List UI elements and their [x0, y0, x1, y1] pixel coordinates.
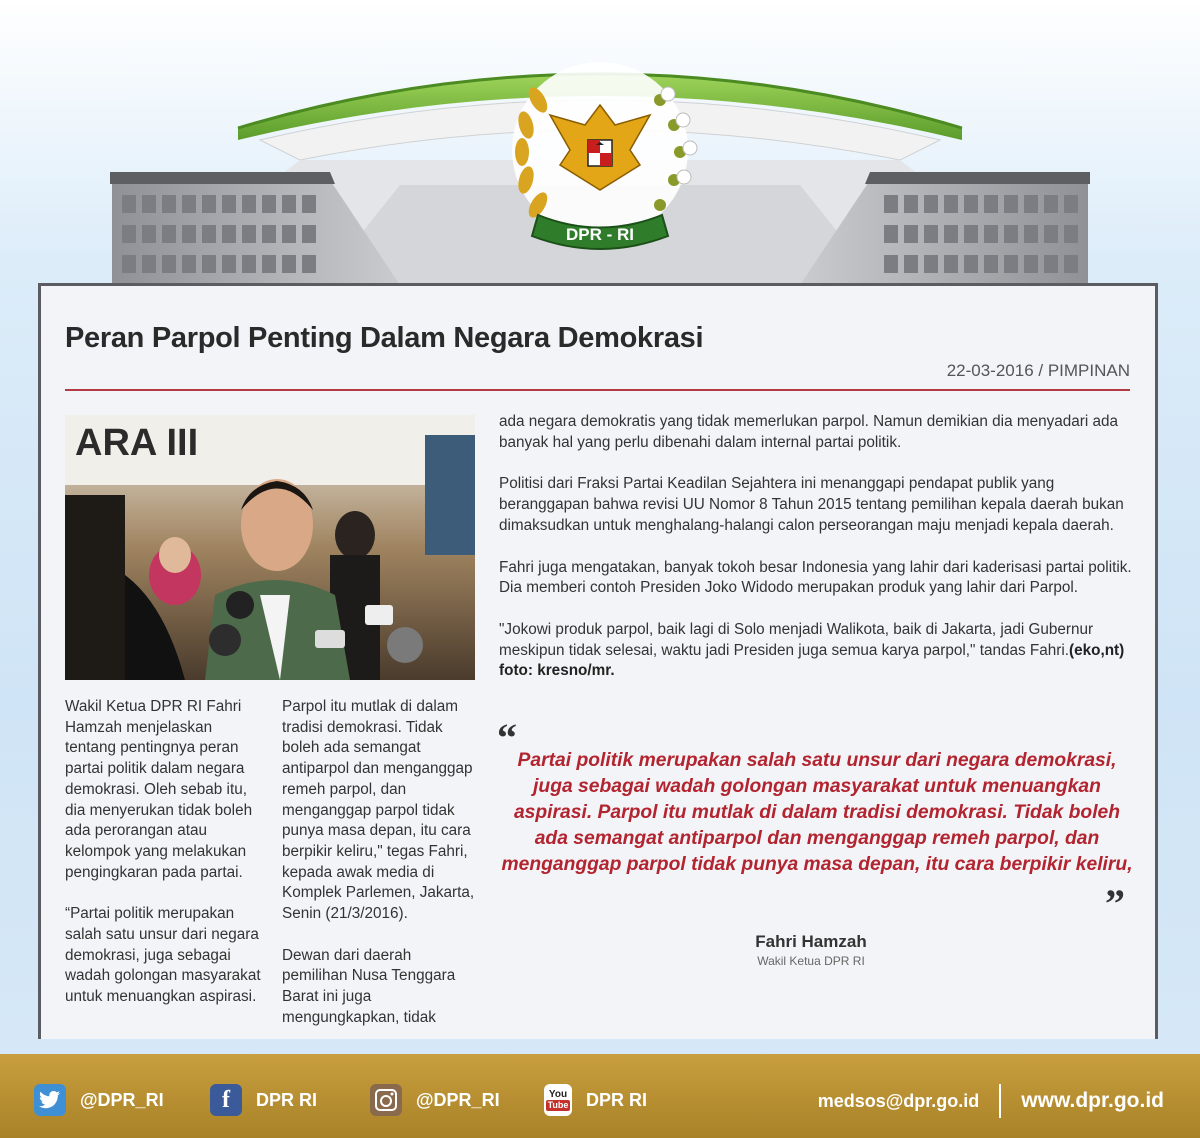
website-link[interactable]: www.dpr.go.id	[1021, 1089, 1164, 1112]
body-paragraph: Parpol itu mutlak di dalam tradisi demokrasi. Tidak boleh ada semangat antiparpol dan menganggap remeh parpol, dan menganggap parpol tidak punya masa depan, itu cara berpikir keliru," tegas Fahri, kepada awak media di Komplek Parlemen, Jakarta, Senin (21/3/2016).	[282, 698, 475, 923]
author-role: Wakil Ketua DPR RI	[757, 954, 865, 968]
instagram-handle: @DPR_RI	[416, 1089, 500, 1110]
article-meta: 22-03-2016 / PIMPINAN	[946, 361, 1130, 380]
youtube-icon	[544, 1084, 572, 1116]
twitter-link[interactable]	[34, 1084, 164, 1116]
photo-credit: foto: kresno/mr.	[499, 662, 615, 680]
instagram-link[interactable]	[370, 1084, 500, 1116]
emblem-text: DPR - RI	[566, 225, 634, 244]
footer-divider	[999, 1084, 1001, 1118]
body-paragraph: Dewan dari daerah pemilihan Nusa Tenggara Barat ini juga mengungkapkan, tidak	[282, 946, 456, 1026]
body-column-2	[282, 697, 478, 1050]
author-name: Fahri Hamzah	[755, 932, 867, 951]
twitter-icon	[34, 1084, 66, 1116]
body-paragraph: Fahri juga mengatakan, banyak tokoh besar Indonesia yang lahir dari kaderisasi partai politik. Dia memberi contoh Presiden Joko Widodo merupakan produk yang lahir dari Parpol.	[499, 558, 1132, 597]
closing-quote-text: "Jokowi produk parpol, baik lagi di Solo menjadi Walikota, baik di Jakarta, jadi Gubernur meskipun tidak selesai, waktu jadi Presiden juga semua karya parpol," tandas Fahri.	[499, 620, 1094, 659]
facebook-link[interactable]	[210, 1084, 317, 1116]
body-paragraph: “Partai politik merupakan salah satu unsur dari negara demokrasi, juga sebagai wadah golongan masyarakat untuk menuangkan aspirasi.	[65, 905, 261, 1006]
body-column-3	[499, 412, 1139, 682]
author-credit: (eko,nt)	[1069, 641, 1125, 659]
youtube-link[interactable]	[544, 1084, 647, 1116]
youtube-icon-top: You	[548, 1089, 568, 1100]
article-card	[38, 283, 1158, 1039]
title-divider	[65, 389, 1130, 391]
facebook-handle: DPR RI	[256, 1089, 318, 1110]
pull-quote: Partai politik merupakan salah satu unsur dari negara demokrasi, juga sebagai wadah golongan masyarakat untuk menuangkan aspirasi. Parpol itu mutlak di dalam tradisi demokrasi. Tidak boleh ada semangat antiparpol dan menganggap remeh parpol, dan menganggap parpol tidak punya masa depan, itu cara berpikir keliru,	[501, 750, 1133, 875]
body-paragraph-last	[499, 620, 1139, 682]
article-photo	[65, 415, 475, 680]
photo-sign-text: ARA III	[75, 422, 199, 464]
article-title: Peran Parpol Penting Dalam Negara Demokrasi	[65, 322, 704, 354]
body-column-1	[65, 697, 265, 1029]
body-paragraph: Politisi dari Fraksi Partai Keadilan Sejahtera ini menanggapi pendapat publik yang beranggapan bahwa revisi UU Nomor 8 Tahun 2015 tentang pemilihan kepala daerah bukan dimaksudkan untuk menghalang-halangi calon perseorangan maju menjadi kepala daerah.	[499, 475, 1124, 534]
quote-close-icon: ”	[1105, 881, 1125, 926]
body-paragraph: ada negara demokratis yang tidak memerlukan parpol. Namun demikian dia menyadari ada banyak hal yang perlu dibenahi dalam internal partai politik.	[499, 413, 1119, 451]
youtube-icon-bottom: Tube	[547, 1100, 569, 1110]
email-link[interactable]: medsos@dpr.go.id	[817, 1090, 980, 1111]
youtube-handle: DPR RI	[586, 1089, 648, 1110]
quote-author	[731, 932, 891, 968]
twitter-handle: @DPR_RI	[80, 1089, 164, 1110]
instagram-icon	[370, 1084, 402, 1116]
footer-bar	[0, 1054, 1200, 1138]
footer-contact	[818, 1084, 1164, 1118]
parliament-building-illustration	[0, 0, 1200, 300]
quote-open-icon: “	[497, 715, 517, 760]
facebook-icon: f	[210, 1084, 242, 1116]
body-paragraph: Wakil Ketua DPR RI Fahri Hamzah menjelaskan tentang pentingnya peran partai politik dalam negara demokrasi. Oleh sebab itu, dia menyerukan tidak boleh ada perorangan atau kelompok yang melakukan pengingkaran pada partai.	[65, 698, 253, 881]
